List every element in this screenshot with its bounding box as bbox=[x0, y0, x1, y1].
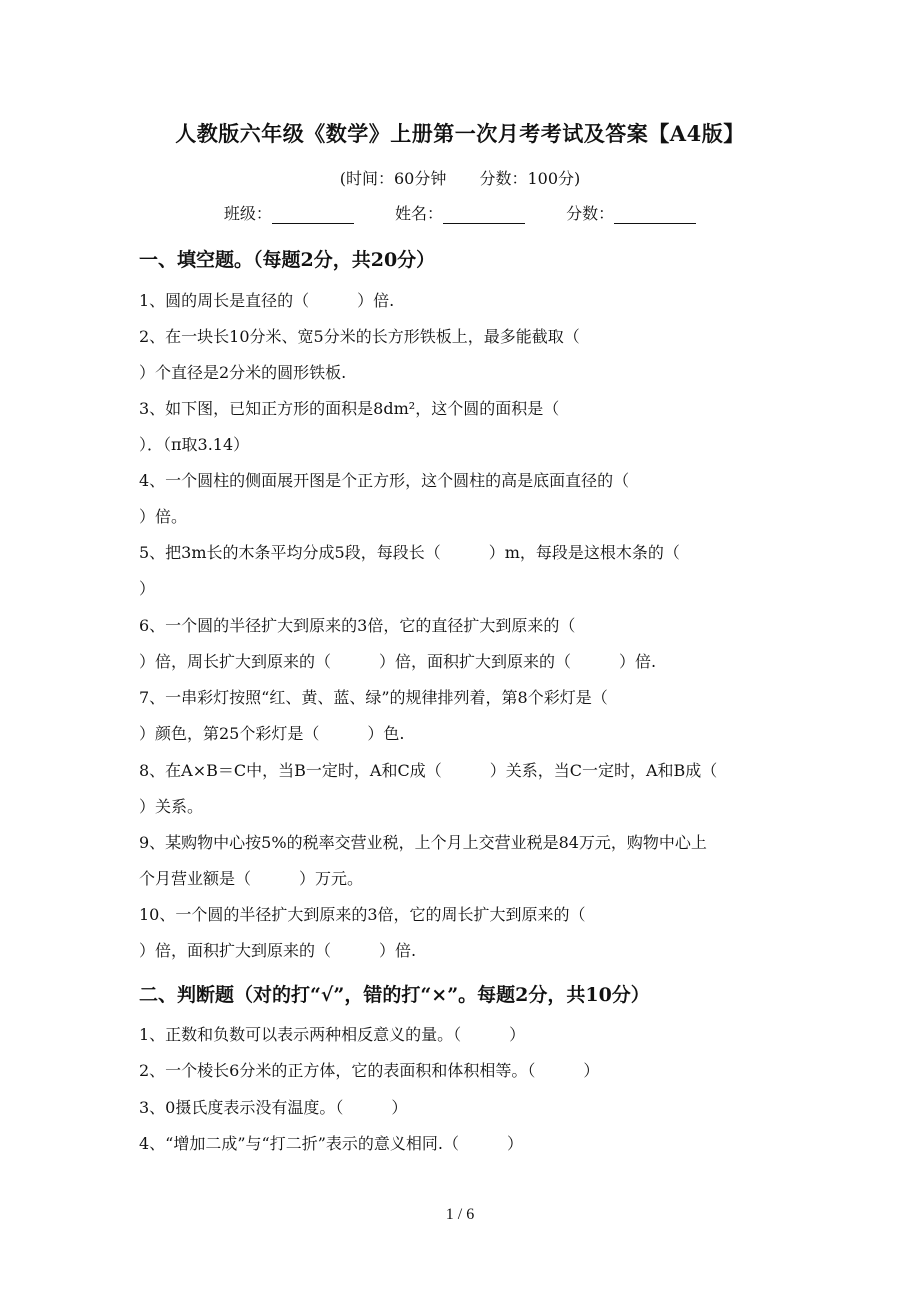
question-line: ）个直径是2分米的圆形铁板. bbox=[139, 363, 347, 382]
question-line: ）颜色，第25个彩灯是（ ）色. bbox=[139, 724, 405, 743]
question-line: 1、正数和负数可以表示两种相反意义的量。（ ） bbox=[139, 1025, 526, 1044]
question-line: ） bbox=[139, 579, 156, 598]
question-line: 3、如下图，已知正方形的面积是8dm²，这个圆的面积是（ bbox=[139, 399, 560, 418]
student-fields bbox=[0, 201, 920, 224]
question-line: 4、一个圆柱的侧面展开图是个正方形，这个圆柱的高是底面直径的（ bbox=[139, 471, 630, 490]
question-line: 个月营业额是（ ）万元。 bbox=[139, 869, 364, 888]
page-number: 1 / 6 bbox=[445, 1206, 475, 1223]
score-label: 分数： bbox=[566, 204, 615, 223]
question-line: 10、一个圆的半径扩大到原来的3倍，它的周长扩大到原来的（ bbox=[139, 905, 586, 924]
section1-heading: 一、填空题。（每题2分，共20分） bbox=[139, 249, 436, 271]
question-line: ）倍。 bbox=[139, 507, 188, 526]
score-field bbox=[566, 201, 696, 224]
question-line: 3、0摄氏度表示没有温度。（ ） bbox=[139, 1098, 408, 1117]
document-title: 人教版六年级《数学》上册第一次月考考试及答案【A4版】 bbox=[175, 121, 745, 146]
name-label: 姓名： bbox=[394, 204, 443, 223]
section2-heading: 二、判断题（对的打“√”，错的打“×”。每题2分，共10分） bbox=[139, 984, 650, 1006]
question-line: 2、一个棱长6分米的正方体，它的表面积和体积相等。（ ） bbox=[139, 1061, 600, 1080]
question-line: 2、在一块长10分米、宽5分米的长方形铁板上，最多能截取（ bbox=[139, 327, 580, 346]
class-field bbox=[224, 201, 354, 224]
question-line: ）倍，面积扩大到原来的（ ）倍. bbox=[139, 941, 417, 960]
question-line: 7、一串彩灯按照“红、黄、蓝、绿”的规律排列着，第8个彩灯是（ bbox=[139, 688, 608, 707]
question-line: ）倍，周长扩大到原来的（ ）倍，面积扩大到原来的（ ）倍. bbox=[139, 652, 657, 671]
question-line: 4、“增加二成”与“打二折”表示的意义相同.（ ） bbox=[139, 1134, 523, 1153]
question-line: ）关系。 bbox=[139, 797, 204, 816]
question-line: 9、某购物中心按5%的税率交营业税，上个月上交营业税是84万元，购物中心上 bbox=[139, 833, 707, 852]
score-blank bbox=[614, 207, 696, 224]
name-blank bbox=[443, 207, 525, 224]
question-line: 8、在A×B＝C中，当B一定时，A和C成（ ）关系，当C一定时，A和B成（ bbox=[139, 761, 718, 780]
question-line: 5、把3m长的木条平均分成5段，每段长（ ）m，每段是这根木条的（ bbox=[139, 543, 680, 562]
question-line: 1、圆的周长是直径的（ ）倍. bbox=[139, 291, 395, 310]
score-info: 分数：100分) bbox=[479, 169, 581, 188]
question-line: ）．（π取3.14） bbox=[139, 435, 250, 454]
class-blank bbox=[272, 207, 354, 224]
name-field bbox=[395, 201, 525, 224]
class-label: 班级： bbox=[223, 204, 272, 223]
exam-info bbox=[0, 166, 920, 189]
question-line: 6、一个圆的半径扩大到原来的3倍，它的直径扩大到原来的（ bbox=[139, 616, 576, 635]
time-info: (时间：60分钟 bbox=[339, 169, 447, 188]
